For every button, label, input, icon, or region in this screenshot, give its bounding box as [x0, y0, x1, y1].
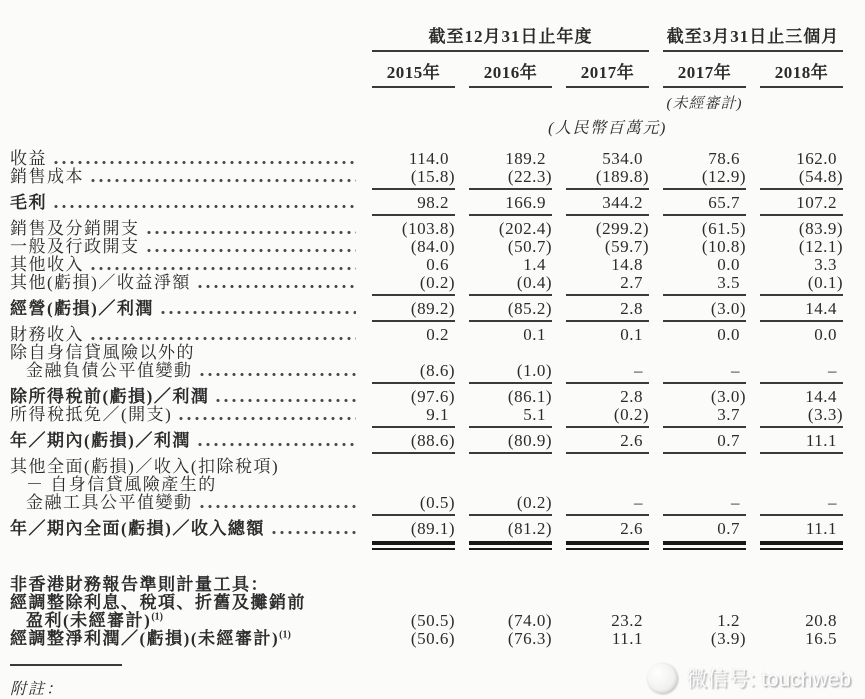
cell-2015: (97.6)	[410, 387, 455, 406]
cell-2018-q1: 0.0	[814, 325, 837, 344]
table-row	[10, 344, 865, 362]
cell-2017: (189.8)	[595, 167, 649, 186]
table-row	[10, 300, 865, 318]
table-row	[10, 494, 865, 512]
row-label: 經營(虧損)／利潤	[10, 299, 154, 318]
cell-2018-q1: –	[828, 493, 837, 512]
cell-2015: (8.6)	[419, 361, 455, 380]
cell-2016: 5.1	[523, 405, 546, 424]
subtotal-rule	[10, 214, 865, 216]
row-label: 其他全面(虧損)／收入(扣除稅項)	[10, 457, 280, 476]
watermark-text: 微信号: touchweb	[686, 668, 851, 691]
cell-2018-q1: (83.9)	[798, 219, 843, 238]
table-row	[10, 238, 865, 256]
row-label: 收益	[10, 149, 47, 168]
subtotal-rule	[10, 382, 865, 384]
column-header-2018-q1: 2018年	[760, 56, 843, 88]
cell-2017: (299.2)	[595, 219, 649, 238]
cell-2017-q1: 0.7	[717, 431, 740, 450]
row-label-cell	[10, 362, 358, 380]
subtotal-rule	[10, 320, 865, 322]
cell-2017-q1: (3.0)	[710, 299, 746, 318]
cell-2018-q1: 11.1	[805, 431, 837, 450]
row-label-cell	[10, 432, 358, 450]
dotted-leader	[91, 178, 356, 183]
cell-2016: (1.0)	[516, 361, 552, 380]
cell-2015: (50.5)	[410, 611, 455, 630]
cell-2017: 2.8	[620, 299, 643, 318]
table-row	[10, 168, 865, 186]
cell-2018-q1: 107.2	[796, 193, 837, 212]
cell-2017-q1: (3.9)	[710, 629, 746, 648]
dotted-leader	[200, 504, 357, 509]
row-label-cell	[10, 168, 358, 186]
row-label-cell	[10, 594, 358, 612]
row-label: － 自身信貸風險產生的	[26, 475, 217, 494]
dotted-leader	[179, 416, 356, 421]
cell-2018-q1: 162.0	[796, 149, 837, 168]
subtotal-rule	[10, 452, 865, 454]
table-row	[10, 220, 865, 238]
table-row	[10, 256, 865, 274]
row-label: 銷售及分銷開支	[10, 219, 140, 238]
dotted-leader	[91, 266, 356, 271]
cell-2016: 166.9	[505, 193, 546, 212]
cell-2017: 2.7	[620, 273, 643, 292]
table-row	[10, 388, 865, 406]
row-label-cell	[10, 612, 358, 630]
row-label: 盈利(未經審計)$^{(1)}$	[26, 611, 163, 630]
footnote-divider	[10, 664, 122, 666]
header-spacer	[10, 22, 358, 52]
cell-2017-q1: (12.9)	[701, 167, 746, 186]
dotted-leader	[198, 442, 356, 447]
row-label-cell	[10, 494, 358, 512]
unaudited-note: (未經審計)	[666, 96, 743, 112]
wechat-logo-icon	[647, 663, 677, 693]
dotted-leader	[161, 310, 356, 315]
table-row	[10, 458, 865, 476]
cell-2017: –	[634, 493, 643, 512]
footnote-marker: (1)	[279, 629, 291, 641]
row-label-cell	[10, 520, 358, 538]
cell-2017: 0.1	[620, 325, 643, 344]
cell-2016: (76.3)	[507, 629, 552, 648]
row-label-cell	[10, 274, 358, 292]
subtotal-rule	[10, 514, 865, 516]
cell-2018-q1: (54.8)	[798, 167, 843, 186]
row-label-cell	[10, 476, 358, 494]
table-row	[10, 150, 865, 168]
cell-2015: (84.0)	[410, 237, 455, 256]
cell-2018-q1: 16.5	[805, 629, 837, 648]
cell-2018-q1: (12.1)	[798, 237, 843, 256]
cell-2016: (80.9)	[507, 431, 552, 450]
subtotal-rule	[10, 188, 865, 190]
row-label: 年／期內全面(虧損)／收入總額	[10, 519, 265, 538]
cell-2018-q1: 3.3	[814, 255, 837, 274]
row-label-cell	[10, 256, 358, 274]
table-row	[10, 194, 865, 212]
table-body	[10, 150, 865, 648]
row-label: 毛利	[10, 193, 47, 212]
cell-2016: (202.4)	[498, 219, 552, 238]
cell-2017: 2.8	[620, 387, 643, 406]
dotted-leader	[216, 398, 356, 403]
row-label-cell	[10, 458, 358, 476]
cell-2017: –	[634, 361, 643, 380]
table-row	[10, 612, 865, 630]
cell-2018-q1: 20.8	[805, 611, 837, 630]
cell-2017-q1: (61.5)	[701, 219, 746, 238]
cell-2015: (0.2)	[419, 273, 455, 292]
table-row	[10, 274, 865, 292]
table-row	[10, 406, 865, 424]
subtotal-rule	[10, 426, 865, 428]
table-row	[10, 476, 865, 494]
cell-2017-q1: (10.8)	[701, 237, 746, 256]
cell-2017-q1: 0.0	[717, 325, 740, 344]
row-label-cell	[10, 576, 358, 594]
row-label-cell	[10, 388, 358, 406]
table-row	[10, 520, 865, 538]
cell-2015: 9.1	[426, 405, 449, 424]
cell-2017: 2.6	[620, 431, 643, 450]
row-label: 經調整淨利潤／(虧損)(未經審計)$^{(1)}$	[10, 629, 291, 648]
cell-2016: (50.7)	[507, 237, 552, 256]
cell-2017-q1: 0.0	[717, 255, 740, 274]
header-period-groups	[10, 22, 865, 52]
cell-2017-q1: –	[731, 361, 740, 380]
cell-2015: (88.6)	[410, 431, 455, 450]
cell-2016: (74.0)	[507, 611, 552, 630]
table-row	[10, 576, 865, 594]
table-row	[10, 630, 865, 648]
row-label-cell	[10, 344, 358, 362]
cell-2016: (85.2)	[507, 299, 552, 318]
cell-2017: 534.0	[602, 149, 643, 168]
cell-2015: 0.6	[426, 255, 449, 274]
dotted-leader	[200, 372, 357, 377]
dotted-leader	[54, 204, 356, 209]
dotted-leader	[54, 160, 356, 165]
row-label: 銷售成本	[10, 167, 84, 186]
cell-2016: (0.2)	[516, 493, 552, 512]
cell-2015: 114.0	[408, 149, 449, 168]
row-label: 其他(虧損)／收益淨額	[10, 273, 191, 292]
cell-2015: (0.5)	[419, 493, 455, 512]
cell-2017-q1: (3.0)	[710, 387, 746, 406]
row-label-cell	[10, 630, 358, 648]
grand-total-rule	[10, 541, 865, 550]
row-label: 所得稅抵免／(開支)	[10, 405, 173, 424]
row-label-cell	[10, 194, 358, 212]
header-unit-row	[10, 113, 865, 144]
row-label: 其他收入	[10, 255, 84, 274]
cell-2018-q1: (3.3)	[807, 405, 843, 424]
cell-2017-q1: 1.2	[717, 611, 740, 630]
period-group-annual-title: 截至12月31日止年度	[372, 22, 649, 52]
footnote-marker: (1)	[151, 611, 163, 623]
cell-2017-q1: 65.7	[708, 193, 740, 212]
cell-2017: (0.2)	[613, 405, 649, 424]
column-header-2017-q1: 2017年	[663, 56, 746, 88]
cell-2016: 1.4	[523, 255, 546, 274]
column-header-2017: 2017年	[566, 56, 649, 88]
row-label: 年／期內(虧損)／利潤	[10, 431, 191, 450]
cell-2015: 0.2	[426, 325, 449, 344]
table-row	[10, 432, 865, 450]
cell-2017-q1: –	[731, 493, 740, 512]
cell-2015: (15.8)	[410, 167, 455, 186]
period-group-quarter-title: 截至3月31日止三個月	[663, 22, 843, 52]
row-label: 金融負債公平值變動	[26, 361, 193, 380]
row-label-cell	[10, 238, 358, 256]
currency-unit-note: (人民幣百萬元)	[548, 120, 667, 137]
cell-2018-q1: 14.4	[805, 387, 837, 406]
cell-2018-q1: –	[828, 361, 837, 380]
cell-2017: 2.6	[620, 519, 643, 538]
cell-2018-q1: 14.4	[805, 299, 837, 318]
cell-2015: (89.2)	[410, 299, 455, 318]
cell-2017: (59.7)	[604, 237, 649, 256]
cell-2015: (50.6)	[410, 629, 455, 648]
table-row	[10, 594, 865, 612]
table-row	[10, 362, 865, 380]
column-header-2015: 2015年	[372, 56, 455, 88]
subtotal-rule	[10, 294, 865, 296]
dotted-leader	[147, 230, 357, 235]
row-label: 除自身信貸風險以外的	[10, 343, 195, 362]
row-label: 經調整除利息、稅項、折舊及攤銷前	[10, 593, 306, 612]
cell-2018-q1: (0.1)	[807, 273, 843, 292]
column-header-2016: 2016年	[469, 56, 552, 88]
cell-2015: 98.2	[417, 193, 449, 212]
cell-2017: 344.2	[602, 193, 643, 212]
header-unaudited-row	[10, 90, 865, 113]
cell-2018-q1: 11.1	[805, 519, 837, 538]
row-label: 一般及行政開支	[10, 237, 140, 256]
cell-2017-q1: 0.7	[717, 519, 740, 538]
cell-2015: (89.1)	[410, 519, 455, 538]
cell-2016: 0.1	[523, 325, 546, 344]
dotted-leader	[198, 284, 356, 289]
row-label-cell	[10, 150, 358, 168]
cell-2016: (22.3)	[507, 167, 552, 186]
watermark	[647, 663, 851, 693]
row-label-cell	[10, 300, 358, 318]
header-year-row	[10, 56, 865, 88]
dotted-leader	[91, 336, 356, 341]
dotted-leader	[147, 248, 357, 253]
row-label: 金融工具公平值變動	[26, 493, 193, 512]
row-label: 非香港財務報告準則計量工具：	[10, 575, 269, 594]
table-row	[10, 326, 865, 344]
cell-2017: 23.2	[611, 611, 643, 630]
row-label: 財務收入	[10, 325, 84, 344]
cell-2017-q1: 3.7	[717, 405, 740, 424]
footnote-label: 附註：	[10, 681, 65, 698]
row-label-cell	[10, 220, 358, 238]
row-label-cell	[10, 326, 358, 344]
cell-2016: (86.1)	[507, 387, 552, 406]
row-label-cell	[10, 406, 358, 424]
cell-2017-q1: 78.6	[708, 149, 740, 168]
cell-2015: (103.8)	[401, 219, 455, 238]
cell-2016: (81.2)	[507, 519, 552, 538]
dotted-leader	[272, 530, 356, 535]
cell-2016: (0.4)	[516, 273, 552, 292]
cell-2017-q1: 3.5	[717, 273, 740, 292]
cell-2016: 189.2	[505, 149, 546, 168]
row-label: 除所得稅前(虧損)／利潤	[10, 387, 210, 406]
cell-2017: 11.1	[611, 629, 643, 648]
header-spacer	[10, 56, 358, 88]
cell-2017: 14.8	[611, 255, 643, 274]
